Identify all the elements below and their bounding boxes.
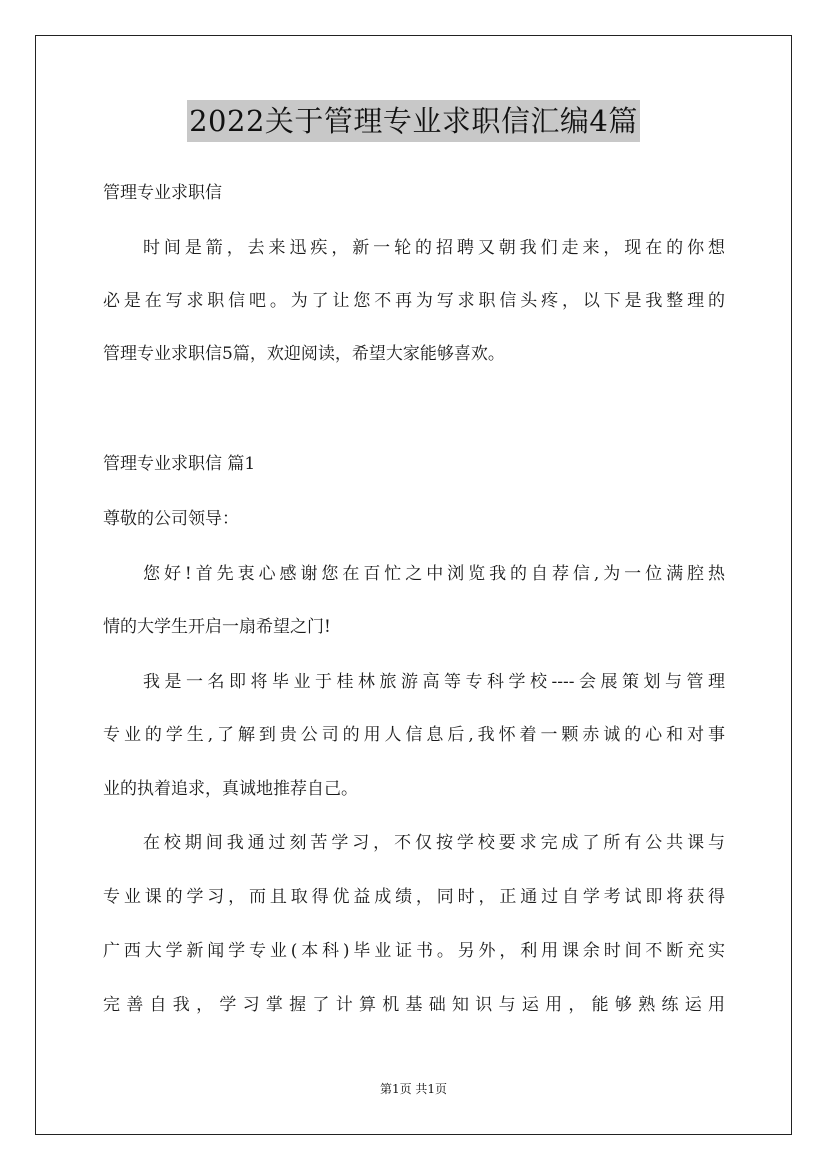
para3-line-3: 广西大学新闻学专业(本科)毕业证书。另外，利用课余时间不断充实 <box>103 941 725 961</box>
title-container <box>0 100 827 142</box>
para3-line-4: 完善自我，学习掌握了计算机基础知识与运用，能够熟练运用 <box>103 995 725 1015</box>
para1-line-2: 情的大学生开启一扇希望之门! <box>103 617 331 637</box>
para1-line-1: 您好!首先衷心感谢您在百忙之中浏览我的自荐信,为一位满腔热 <box>143 564 725 584</box>
para2-line-1: 我是一名即将毕业于桂林旅游高等专科学校----会展策划与管理 <box>143 672 725 692</box>
salutation: 尊敬的公司领导： <box>103 509 239 529</box>
para2-line-3: 业的执着追求，真诚地推荐自己。 <box>103 779 358 799</box>
intro-line-1: 时间是箭，去来迅疾，新一轮的招聘又朝我们走来，现在的你想 <box>143 238 725 258</box>
intro-line-3: 管理专业求职信5篇，欢迎阅读，希望大家能够喜欢。 <box>103 344 505 364</box>
para3-line-2: 专业课的学习，而且取得优益成绩，同时，正通过自学考试即将获得 <box>103 887 725 907</box>
page-footer: 第1页 共1页 <box>379 1082 448 1096</box>
intro-heading: 管理专业求职信 <box>103 183 222 203</box>
intro-line-2: 必是在写求职信吧。为了让您不再为写求职信头疼，以下是我整理的 <box>103 291 725 311</box>
para3-line-1: 在校期间我通过刻苦学习，不仅按学校要求完成了所有公共课与 <box>143 833 725 853</box>
section-heading: 管理专业求职信 篇1 <box>103 454 256 474</box>
para2-line-2: 专业的学生,了解到贵公司的用人信息后,我怀着一颗赤诚的心和对事 <box>103 725 725 745</box>
document-title: 2022关于管理专业求职信汇编4篇 <box>187 100 640 142</box>
